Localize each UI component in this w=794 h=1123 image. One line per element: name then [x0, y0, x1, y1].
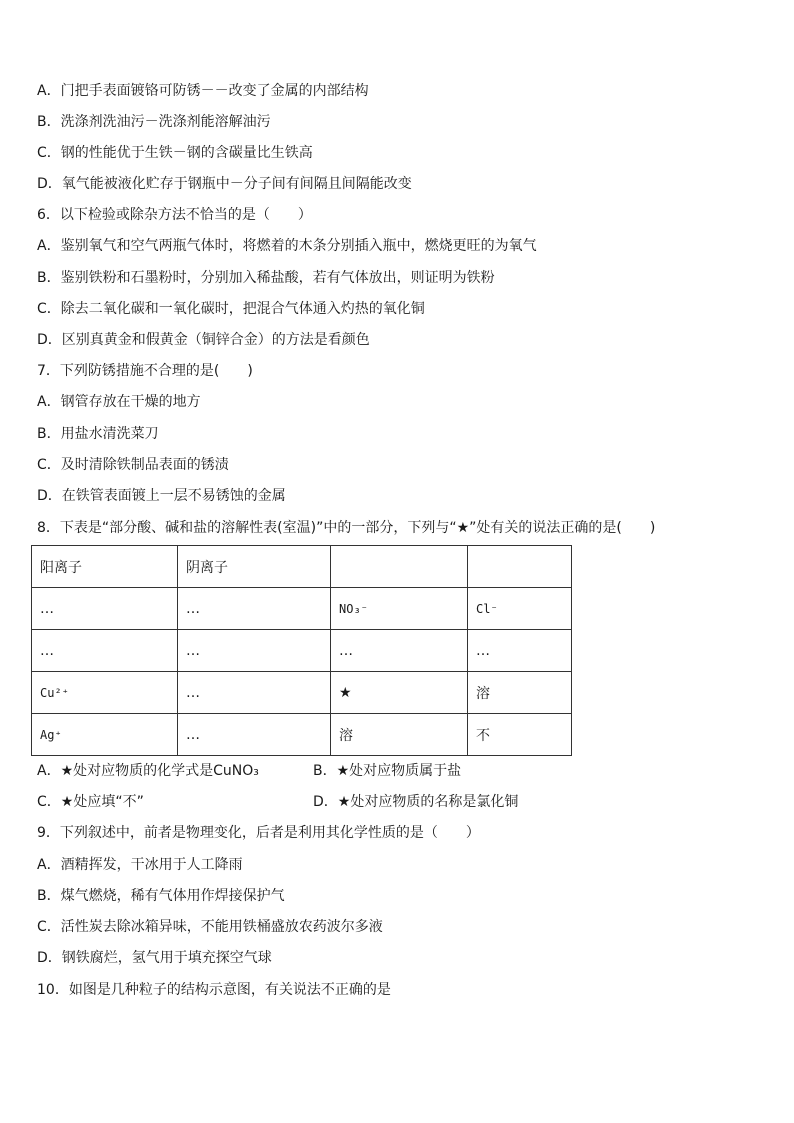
table-cell: … [468, 630, 572, 672]
table-cell: … [32, 630, 178, 672]
q9-option-a: A．酒精挥发，干冰用于人工降雨 [37, 857, 243, 873]
q8-option-d: D．★处对应物质的名称是氯化铜 [313, 794, 519, 810]
q9-stem: 9．下列叙述中，前者是物理变化，后者是利用其化学性质的是（ ） [37, 825, 480, 841]
q10-stem: 10．如图是几种粒子的结构示意图，有关说法不正确的是 [37, 982, 391, 998]
q8-option-c: C．★处应填“不” [37, 794, 144, 810]
q7-option-c: C．及时清除铁制品表面的锈渍 [37, 457, 229, 473]
q6-option-b: B．鉴别铁粉和石墨粉时，分别加入稀盐酸，若有气体放出，则证明为铁粉 [37, 270, 495, 286]
q8-option-b: B．★处对应物质属于盐 [313, 763, 462, 779]
table-cell: 溶 [331, 714, 468, 756]
table-cell: Ag⁺ [32, 714, 178, 756]
q6-stem: 6．以下检验或除杂方法不恰当的是（ ） [37, 207, 312, 223]
table-cell [468, 546, 572, 588]
solubility-table [31, 545, 572, 756]
table-cell: … [32, 588, 178, 630]
table-cell: … [178, 672, 331, 714]
q5-option-b: B．洗涤剂洗油污－洗涤剂能溶解油污 [37, 114, 271, 130]
table-row [32, 546, 572, 588]
table-cell: ★ [331, 672, 468, 714]
q7-option-d: D．在铁管表面镀上一层不易锈蚀的金属 [37, 488, 286, 504]
q6-option-d: D．区别真黄金和假黄金（铜锌合金）的方法是看颜色 [37, 332, 370, 348]
q7-stem: 7．下列防锈措施不合理的是( ) [37, 363, 253, 379]
table-row [32, 630, 572, 672]
table-cell: 不 [468, 714, 572, 756]
table-row [32, 588, 572, 630]
table-cell: Cu²⁺ [32, 672, 178, 714]
table-cell: 阴离子 [178, 546, 331, 588]
table-cell: 溶 [468, 672, 572, 714]
q9-option-c: C．活性炭去除冰箱异味，不能用铁桶盛放农药波尔多液 [37, 919, 383, 935]
q7-option-b: B．用盐水清洗菜刀 [37, 426, 159, 442]
q8-option-a: A．★处对应物质的化学式是CuNO₃ [37, 763, 259, 779]
q5-option-c: C．钢的性能优于生铁－钢的含碳量比生铁高 [37, 145, 313, 161]
q5-option-a: A．门把手表面镀铬可防锈－－改变了金属的内部结构 [37, 83, 369, 99]
q9-option-d: D．钢铁腐烂，氢气用于填充探空气球 [37, 950, 272, 966]
q6-option-c: C．除去二氧化碳和一氧化碳时，把混合气体通入灼热的氧化铜 [37, 301, 425, 317]
table-cell: Cl⁻ [468, 588, 572, 630]
table-cell [331, 546, 468, 588]
q7-option-a: A．钢管存放在干燥的地方 [37, 394, 201, 410]
table-cell: 阳离子 [32, 546, 178, 588]
table-cell: … [331, 630, 468, 672]
q6-option-a: A．鉴别氧气和空气两瓶气体时，将燃着的木条分别插入瓶中，燃烧更旺的为氧气 [37, 238, 537, 254]
q9-option-b: B．煤气燃烧，稀有气体用作焊接保护气 [37, 888, 285, 904]
table-cell: … [178, 714, 331, 756]
q5-option-d: D．氧气能被液化贮存于钢瓶中－分子间有间隔且间隔能改变 [37, 176, 412, 192]
table-row [32, 672, 572, 714]
table-row [32, 714, 572, 756]
table-cell: … [178, 588, 331, 630]
table-cell: … [178, 630, 331, 672]
q8-stem: 8．下表是“部分酸、碱和盐的溶解性表(室温)”中的一部分，下列与“★”处有关的说法正确的是( ) [37, 520, 656, 536]
table-cell: NO₃⁻ [331, 588, 468, 630]
